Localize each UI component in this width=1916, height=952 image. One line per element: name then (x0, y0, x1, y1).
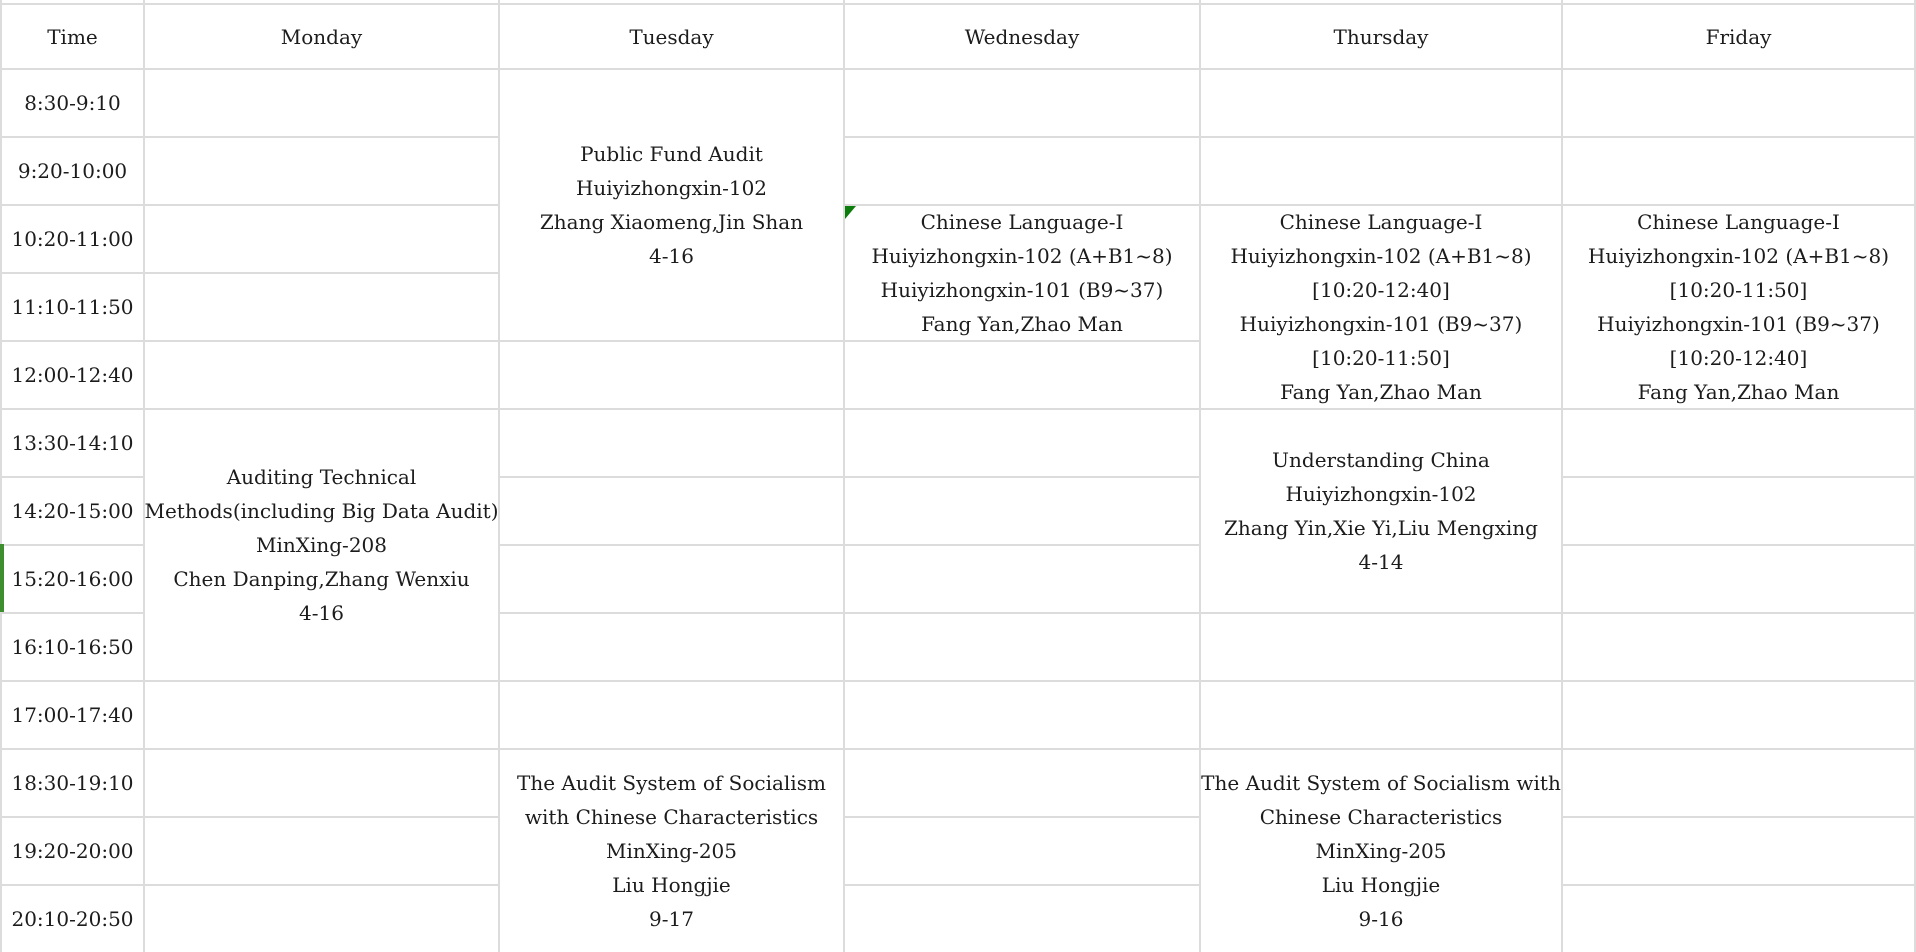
course-cell-audit-system-socialism-thu[interactable] (1201, 750, 1563, 952)
empty-cell[interactable] (845, 342, 1201, 410)
course-text-line: [10:20-11:50] (1312, 346, 1450, 370)
empty-cell[interactable] (145, 138, 500, 206)
time-slot-label: 12:00-12:40 (0, 342, 145, 410)
course-text-line: The Audit System of Socialism (517, 771, 826, 795)
time-slot-label: 10:20-11:00 (0, 206, 145, 274)
empty-cell[interactable] (1563, 410, 1916, 478)
empty-cell[interactable] (845, 614, 1201, 682)
empty-cell[interactable] (845, 138, 1201, 206)
empty-cell[interactable] (1563, 614, 1916, 682)
time-slot-label: 17:00-17:40 (0, 682, 145, 750)
course-text-line: 4-16 (649, 244, 694, 268)
empty-cell[interactable] (145, 682, 500, 750)
empty-cell[interactable] (845, 886, 1201, 952)
selected-row-indicator (0, 544, 4, 612)
empty-cell[interactable] (145, 818, 500, 886)
empty-cell[interactable] (145, 274, 500, 342)
empty-cell[interactable] (500, 546, 845, 614)
course-cell-public-fund-audit[interactable] (500, 70, 845, 342)
empty-cell[interactable] (845, 70, 1201, 138)
empty-cell[interactable] (1563, 546, 1916, 614)
course-text-line: Chinese Characteristics (1259, 805, 1503, 829)
time-slot-label: 15:20-16:00 (11, 567, 134, 591)
course-text-line: Huiyizhongxin-102 (1285, 482, 1477, 506)
time-slot-label: 19:20-20:00 (0, 818, 145, 886)
time-slot-label: 13:30-14:10 (0, 410, 145, 478)
course-text-line: Fang Yan,Zhao Man (921, 312, 1123, 336)
column-header-time (0, 5, 145, 70)
empty-cell[interactable] (145, 206, 500, 274)
course-text-line: Chinese Language-Ⅰ (1279, 210, 1483, 234)
column-header-label: Time (47, 24, 98, 49)
course-cell-understanding-china[interactable] (1201, 410, 1563, 614)
empty-cell[interactable] (845, 546, 1201, 614)
course-text-line: Huiyizhongxin-101 (B9~37) (1597, 312, 1880, 336)
empty-cell[interactable] (145, 342, 500, 410)
cell-corner-marker-icon (845, 206, 856, 219)
course-text-line: with Chinese Characteristics (524, 805, 819, 829)
course-text-line: Huiyizhongxin-101 (B9~37) (880, 278, 1164, 302)
empty-cell[interactable] (1563, 886, 1916, 952)
course-text-line: Auditing Technical (226, 465, 417, 489)
course-text-line: Huiyizhongxin-102 (A+B1~8) (871, 244, 1173, 268)
empty-cell[interactable] (1201, 70, 1563, 138)
empty-cell[interactable] (845, 818, 1201, 886)
course-text-line: MinXing-205 (605, 839, 737, 863)
empty-cell[interactable] (1201, 138, 1563, 206)
column-header-tuesday (500, 5, 845, 70)
empty-cell[interactable] (1563, 478, 1916, 546)
course-text-line: [10:20-12:40] (1669, 346, 1808, 370)
time-slot-label: 20:10-20:50 (0, 886, 145, 952)
empty-cell[interactable] (845, 478, 1201, 546)
course-text-line: 9-17 (649, 907, 694, 931)
course-cell-chinese-language-fri[interactable] (1563, 206, 1916, 410)
empty-cell[interactable] (845, 410, 1201, 478)
course-text-line: 4-16 (299, 601, 344, 625)
course-cell-chinese-language-thu[interactable] (1201, 206, 1563, 410)
course-text-line: The Audit System of Socialism with (1201, 771, 1561, 795)
column-header-label: Thursday (1333, 24, 1429, 49)
time-slot-label: 18:30-19:10 (0, 750, 145, 818)
time-slot-label: 16:10-16:50 (0, 614, 145, 682)
empty-cell[interactable] (500, 682, 845, 750)
time-slot-label: 9:20-10:00 (0, 138, 145, 206)
empty-cell[interactable] (1563, 138, 1916, 206)
course-text-line: [10:20-11:50] (1669, 278, 1808, 302)
column-header-label: Monday (280, 24, 363, 49)
time-slot-label: 8:30-9:10 (0, 70, 145, 138)
course-text-line: Understanding China (1272, 448, 1490, 472)
column-header-label: Tuesday (629, 24, 714, 49)
course-cell-chinese-language-wed[interactable] (845, 206, 1201, 342)
empty-cell[interactable] (1201, 682, 1563, 750)
empty-cell[interactable] (1563, 70, 1916, 138)
course-text-line: MinXing-205 (1315, 839, 1447, 863)
course-text-line: Huiyizhongxin-101 (B9~37) (1239, 312, 1523, 336)
empty-cell[interactable] (500, 410, 845, 478)
course-text-line: Huiyizhongxin-102 (575, 176, 768, 200)
empty-cell[interactable] (500, 614, 845, 682)
empty-cell[interactable] (145, 70, 500, 138)
course-text-line: Chinese Language-Ⅰ (920, 210, 1124, 234)
empty-cell[interactable] (145, 886, 500, 952)
empty-cell[interactable] (1201, 614, 1563, 682)
column-header-friday (1563, 5, 1916, 70)
course-text-line: Public Fund Audit (580, 142, 763, 166)
column-header-thursday (1201, 5, 1563, 70)
course-text-line: Huiyizhongxin-102 (A+B1~8) (1587, 244, 1890, 268)
column-header-label: Friday (1705, 24, 1772, 49)
course-text-line: Fang Yan,Zhao Man (1280, 380, 1482, 404)
empty-cell[interactable] (845, 682, 1201, 750)
time-slot-label-selected (0, 546, 145, 614)
course-text-line: Methods(including Big Data Audit) (144, 499, 499, 523)
empty-cell[interactable] (145, 750, 500, 818)
course-text-line: MinXing-208 (255, 533, 387, 557)
empty-cell[interactable] (1563, 682, 1916, 750)
course-text-line: Liu Hongjie (1321, 873, 1441, 897)
course-text-line: Chen Danping,Zhang Wenxiu (173, 567, 470, 591)
course-text-line: Zhang Xiaomeng,Jin Shan (539, 210, 804, 234)
course-text-line: 4-14 (1358, 550, 1404, 574)
time-slot-label: 14:20-15:00 (0, 478, 145, 546)
empty-cell[interactable] (500, 478, 845, 546)
empty-cell[interactable] (1563, 818, 1916, 886)
course-text-line: 9-16 (1358, 907, 1404, 931)
empty-cell[interactable] (845, 750, 1201, 818)
course-cell-auditing-technical-methods[interactable] (145, 410, 500, 682)
course-text-line: Fang Yan,Zhao Man (1637, 380, 1840, 404)
column-header-wednesday (845, 5, 1201, 70)
column-header-monday (145, 5, 500, 70)
course-text-line: Chinese Language-Ⅰ (1637, 210, 1840, 234)
course-text-line: Liu Hongjie (612, 873, 731, 897)
course-text-line: Huiyizhongxin-102 (A+B1~8) (1230, 244, 1532, 268)
course-text-line: Zhang Yin,Xie Yi,Liu Mengxing (1224, 516, 1538, 540)
column-header-label: Wednesday (964, 24, 1080, 49)
time-slot-label: 11:10-11:50 (0, 274, 145, 342)
empty-cell[interactable] (1563, 750, 1916, 818)
empty-cell[interactable] (500, 342, 845, 410)
course-cell-audit-system-socialism-tue[interactable] (500, 750, 845, 952)
course-text-line: [10:20-12:40] (1312, 278, 1450, 302)
